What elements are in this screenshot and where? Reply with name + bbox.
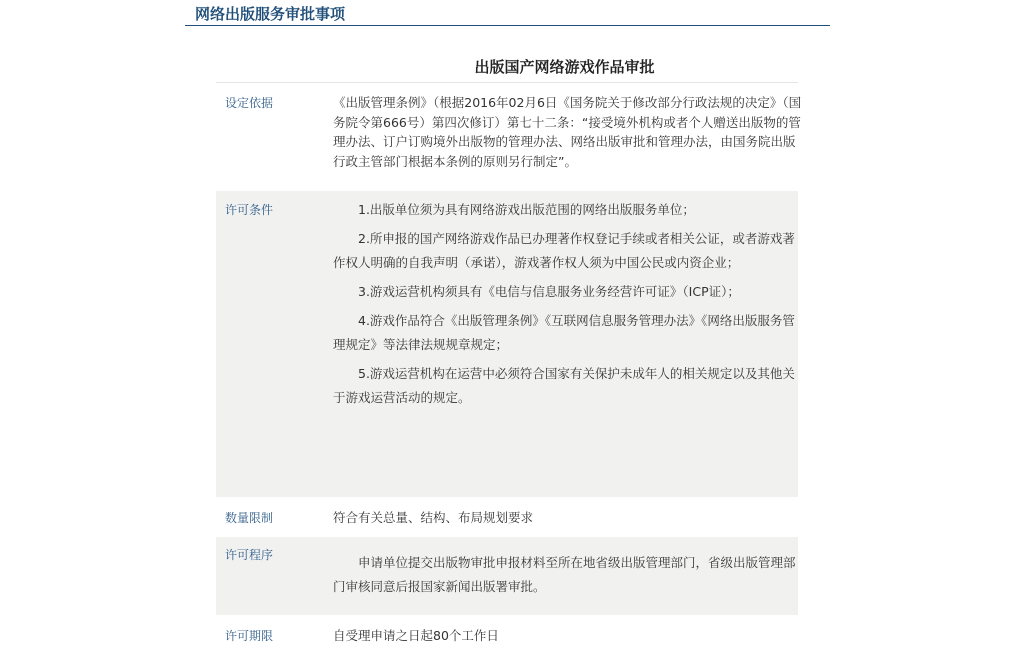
row-label-conditions: 许可条件	[225, 203, 274, 217]
row-label-quantity: 数量限制	[225, 511, 274, 525]
row-label-procedure: 许可程序	[225, 548, 274, 562]
row-quantity	[216, 497, 798, 537]
row-label-period: 许可期限	[225, 629, 274, 643]
condition-item: 5.游戏运营机构在运营中必须符合国家有关保护未成年人的相关规定以及其他关于游戏运营活动的规定。	[333, 366, 795, 405]
row-text-procedure: 申请单位提交出版物审批申报材料至所在地省级出版管理部门，省级出版管理部门审核同意后报国家新闻出版署审批。	[333, 555, 796, 594]
row-text-period: 自受理申请之日起80个工作日	[333, 628, 499, 643]
section-title: 网络出版服务审批事项	[195, 5, 346, 23]
row-conditions-list	[333, 198, 798, 410]
condition-item: 3.游戏运营机构须具有《电信与信息服务业务经营许可证》（ICP证）；	[358, 284, 740, 299]
item-title: 出版国产网络游戏作品审批	[474, 58, 655, 76]
row-procedure-body	[333, 551, 798, 599]
row-basis	[216, 83, 802, 191]
row-conditions	[216, 191, 798, 497]
row-text-quantity: 符合有关总量、结构、布局规划要求	[333, 510, 534, 525]
condition-item: 2.所申报的国产网络游戏作品已办理著作权登记手续或者相关公证，或者游戏著作权人明确的自我声明（承诺），游戏著作权人须为中国公民或内资企业；	[333, 231, 795, 270]
section-header	[185, 0, 830, 26]
condition-item: 1.出版单位须为具有网络游戏出版范围的网络出版服务单位；	[358, 202, 695, 217]
row-label-basis: 设定依据	[225, 96, 274, 110]
condition-item: 4.游戏作品符合《出版管理条例》《互联网信息服务管理办法》《网络出版服务管理规定》等法律法规规章规定；	[333, 313, 795, 352]
row-text-basis: 《出版管理条例》（根据2016年02月6日《国务院关于修改部分行政法规的决定》（国务院令第666号）第四次修订）第七十二条：“接受境外机构或者个人赠送出版物的管理办法、订户订购境外出版物的管理办法、网络出版审批和管理办法，由国务院出版行政主管部门根据本条例的原则另行制定”。	[333, 95, 802, 169]
row-procedure	[216, 537, 798, 615]
row-period	[216, 615, 798, 656]
